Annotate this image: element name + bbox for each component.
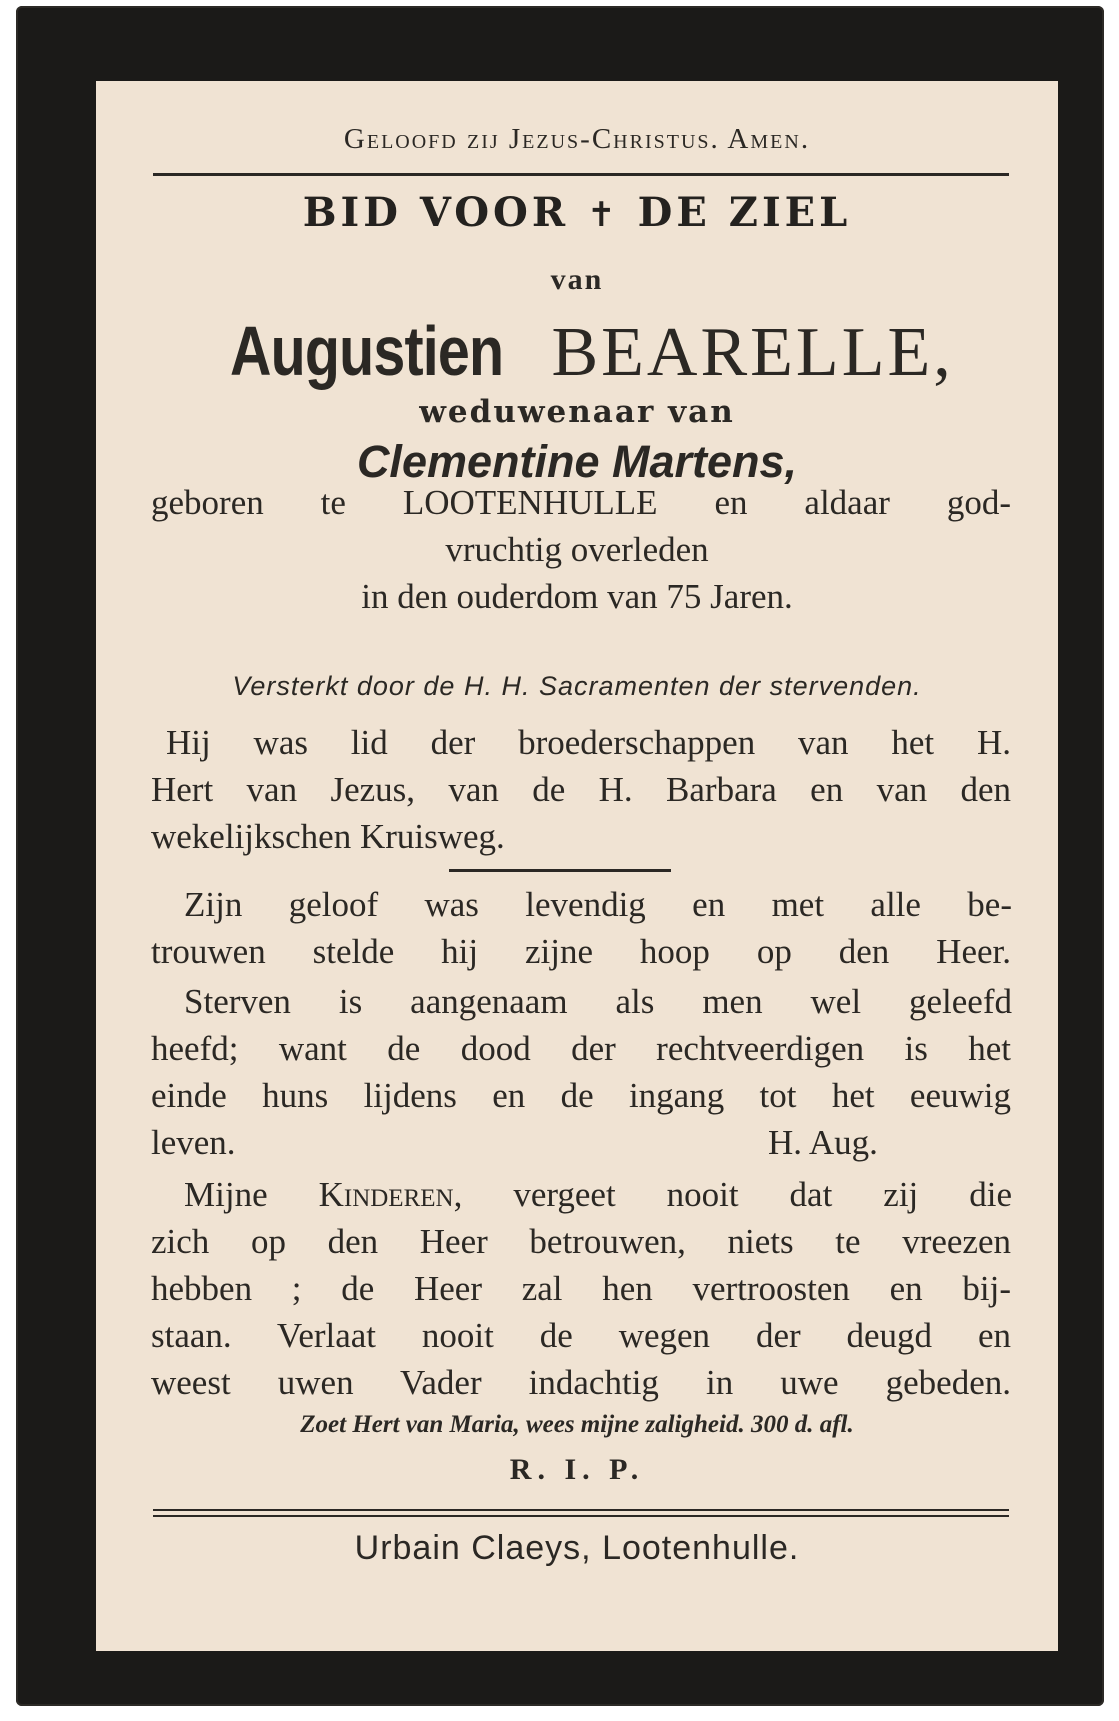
children-line-5: weest uwen Vader indachtig in uwe gebeden. <box>151 1363 1011 1402</box>
membership-line-2: Hert van Jezus, van de H. Barbara en van den <box>151 770 1011 809</box>
deceased-name <box>96 311 1058 393</box>
heading-left: BID VOOR <box>302 189 570 236</box>
children-first-rest: vergeet nooit dat zij die <box>513 1175 1013 1214</box>
van-text: van <box>550 263 604 296</box>
center-divider <box>449 869 671 872</box>
card-paper <box>96 81 1058 1651</box>
membership-line-1: Hij was lid der broederschappen van het H. <box>166 723 1011 762</box>
cross-icon: ✝ <box>587 195 620 235</box>
deceased-last-name: BEARELLE, <box>551 314 954 391</box>
children-addressee: Kinderen, <box>318 1175 463 1214</box>
birth-line-2: vruchtig overleden <box>445 530 709 569</box>
rip-text: R. I. P. <box>509 1453 645 1486</box>
children-line-4: staan. Verlaat nooit de wegen der deugd en <box>151 1316 1011 1355</box>
quote-line-3: einde huns lijdens en de ingang tot het eeuwig <box>151 1076 1011 1115</box>
motto: Geloofd zij Jezus-Christus. Amen. <box>343 123 811 155</box>
prayer-heading <box>96 189 1058 236</box>
faith-line-2: trouwen stelde hij zijne hoop op den Heer. <box>151 932 1011 971</box>
children-line-3: hebben ; de Heer zal hen vertroosten en bij- <box>151 1269 1011 1308</box>
quote-line-4: leven. <box>151 1123 236 1162</box>
quote-line-1: Sterven is aangenaam als men wel geleefd <box>184 982 1012 1021</box>
birth-line-3: in den ouderdom van 75 Jaren. <box>361 577 793 616</box>
indulgence-prayer: Zoet Hert van Maria, wees mijne zaligheid. 300 d. afl. <box>300 1411 854 1438</box>
children-first-word: Mijne <box>184 1175 268 1214</box>
bottom-rule-2 <box>153 1515 1009 1517</box>
heading-right: DE ZIEL <box>637 189 852 236</box>
mourning-card <box>16 6 1104 1706</box>
children-line-1 <box>184 1171 1012 1218</box>
printer-credit: Urbain Claeys, Lootenhulle. <box>354 1529 800 1567</box>
faith-line-1: Zijn geloof was levendig en met alle be- <box>184 885 1012 924</box>
widower-of: weduwenaar van <box>419 394 735 430</box>
quote-line-2: heefd; want de dood der rechtveerdigen is het <box>151 1029 1011 1068</box>
children-line-2: zich op den Heer betrouwen, niets te vreezen <box>151 1222 1011 1261</box>
deceased-first-name: Augustien <box>230 312 504 390</box>
membership-line-3: wekelijkschen Kruisweg. <box>151 817 505 856</box>
spouse-name: Clementine Martens, <box>356 436 798 487</box>
sacraments-text: Versterkt door de H. H. Sacramenten der stervenden. <box>232 671 922 701</box>
birth-line-1: geboren te LOOTENHULLE en aldaar god- <box>151 483 1011 522</box>
bottom-rule-1 <box>153 1509 1009 1511</box>
top-rule <box>153 173 1009 176</box>
quote-source: H. Aug. <box>768 1123 878 1162</box>
